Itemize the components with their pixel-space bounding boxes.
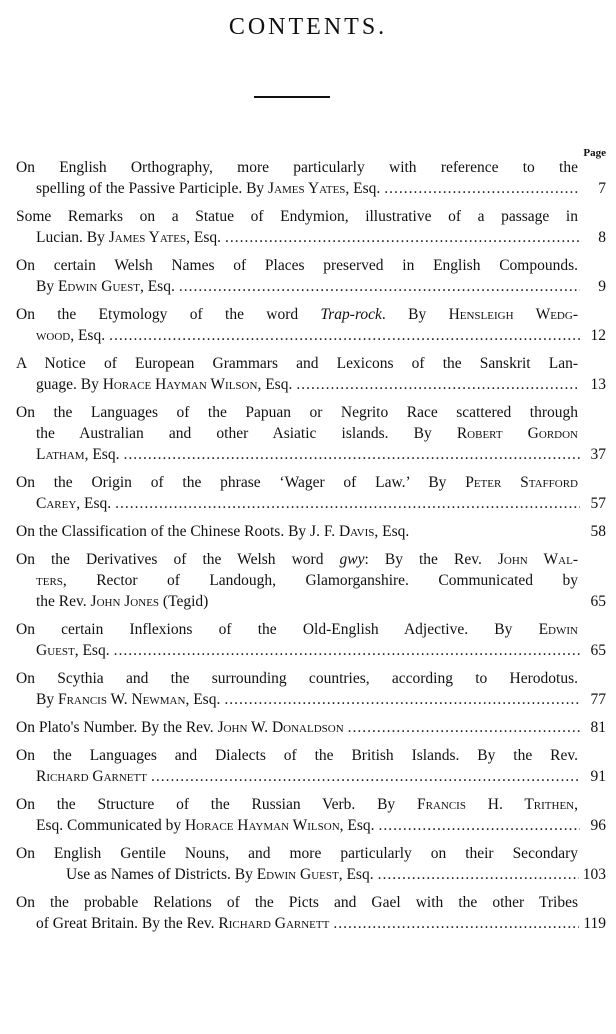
title-rule bbox=[254, 96, 330, 98]
entry-text: On certain Inflexions of the Old-English Adjective. By bbox=[16, 621, 539, 638]
entry-author: Robert Gordon bbox=[456, 425, 578, 442]
entry-text: , Esq. bbox=[84, 446, 120, 463]
entry-author: Guest bbox=[36, 642, 75, 659]
entry-title-line: On English Orthography, more particularly with reference to the bbox=[16, 159, 578, 176]
entry-author: Horace Hayman Wilson bbox=[184, 817, 340, 834]
toc-entry[interactable] bbox=[16, 402, 606, 465]
entry-page-number: 57 bbox=[590, 495, 606, 512]
entry-title-line bbox=[16, 423, 606, 444]
entry-author-line bbox=[16, 444, 606, 465]
entry-page-number: 103 bbox=[582, 866, 606, 883]
entry-author: John Jones bbox=[90, 593, 160, 610]
entry-author: Latham bbox=[36, 446, 85, 463]
entry-title-line: Some Remarks on a Statue of Endymion, illustrative of a passage in bbox=[16, 208, 578, 225]
entry-author: Richard Garnett bbox=[36, 768, 147, 785]
entry-author-line bbox=[16, 521, 606, 542]
leader-dots bbox=[348, 717, 580, 738]
toc-entry[interactable] bbox=[16, 717, 606, 738]
entry-text: the Australian and other Asiatic islands. By bbox=[36, 425, 457, 442]
entry-text: , Esq. bbox=[74, 642, 110, 659]
entry-title-line bbox=[16, 472, 606, 493]
entry-text: . By bbox=[381, 306, 449, 323]
toc-entry[interactable] bbox=[16, 157, 606, 199]
leader-dots bbox=[225, 227, 580, 248]
entry-text: , Esq. bbox=[339, 817, 375, 834]
entry-text: , Esq. bbox=[76, 495, 112, 512]
entry-author-line bbox=[16, 493, 606, 514]
entry-author: Francis H. Trithen bbox=[416, 796, 575, 813]
entry-author: Edwin bbox=[538, 621, 578, 638]
entry-page-number: 9 bbox=[598, 278, 606, 295]
entry-text: spelling of the Passive Participle. By bbox=[36, 180, 269, 197]
entry-text: guage. By bbox=[36, 376, 103, 393]
entry-author: James Yates bbox=[108, 229, 187, 246]
entry-title-line bbox=[16, 549, 606, 570]
entry-text: , Esq. bbox=[186, 229, 221, 246]
entry-title-line: On English Gentile Nouns, and more particularly on their Secondary bbox=[16, 845, 578, 862]
entry-text: , Esq. bbox=[338, 866, 374, 883]
leader-dots bbox=[333, 913, 579, 934]
entry-author: wood bbox=[36, 327, 71, 344]
entry-title-line: On the Languages and Dialects of the British Islands. By the Rev. bbox=[16, 747, 578, 764]
entry-author-line bbox=[16, 689, 606, 710]
entry-author-line bbox=[16, 591, 606, 612]
toc-entry[interactable] bbox=[16, 521, 606, 542]
entry-text: , Esq. bbox=[374, 523, 410, 540]
entry-page-number: 37 bbox=[590, 446, 606, 463]
leader-dots bbox=[296, 374, 580, 395]
toc-entry[interactable] bbox=[16, 794, 606, 836]
entry-text: On the Etymology of the word bbox=[16, 306, 321, 323]
entry-author-line bbox=[16, 766, 606, 787]
entry-italic-term: gwy bbox=[339, 551, 365, 568]
entry-text: Esq. Communicated by bbox=[36, 817, 185, 834]
entry-text: On Plato's Number. By the Rev. bbox=[16, 719, 218, 736]
leader-dots bbox=[384, 178, 580, 199]
entry-author: James Yates bbox=[268, 180, 346, 197]
leader-dots bbox=[114, 640, 580, 661]
entry-page-number: 96 bbox=[590, 817, 606, 834]
entry-title-line: On the Languages of the Papuan or Negrito Race scattered through bbox=[16, 404, 578, 421]
entry-title-line bbox=[16, 794, 606, 815]
entry-title-line: On Scythia and the surrounding countries, according to Herodotus. bbox=[16, 670, 578, 687]
toc-entry[interactable] bbox=[16, 745, 606, 787]
entry-title-line bbox=[16, 619, 606, 640]
leader-dots bbox=[109, 325, 580, 346]
entry-author-line bbox=[16, 864, 606, 885]
entry-author-line bbox=[16, 640, 606, 661]
entry-author-line bbox=[16, 227, 606, 248]
toc-entry[interactable] bbox=[16, 206, 606, 248]
entry-author-line bbox=[16, 178, 606, 199]
entry-page-number: 12 bbox=[590, 327, 606, 344]
entry-text: On the Origin of the phrase ‘Wager of Law.’ By bbox=[16, 474, 466, 491]
entry-author: Hensleigh Wedg- bbox=[448, 306, 578, 323]
entry-text: On the Classification of the Chinese Roots. By bbox=[16, 523, 311, 540]
entry-author-line bbox=[16, 276, 606, 297]
entry-page-number: 58 bbox=[590, 523, 606, 540]
entry-author: Richard Garnett bbox=[218, 915, 330, 932]
leader-dots bbox=[123, 444, 580, 465]
entry-text: By bbox=[36, 691, 58, 708]
entry-author-line bbox=[16, 815, 606, 836]
entry-author: Peter Stafford bbox=[465, 474, 578, 491]
entry-text: , Esq. bbox=[257, 376, 293, 393]
entry-author: J. F. Davis bbox=[310, 523, 375, 540]
entry-author-line bbox=[16, 374, 606, 395]
entry-author: ters bbox=[36, 572, 63, 589]
entry-page-number: 8 bbox=[598, 229, 606, 246]
entry-author-line bbox=[16, 913, 606, 934]
entry-text: the Rev. bbox=[36, 593, 91, 610]
entry-author: John W. Donaldson bbox=[217, 719, 344, 736]
entry-text: , bbox=[574, 796, 579, 813]
entry-page-number: 119 bbox=[583, 915, 606, 932]
entry-author-line bbox=[16, 325, 606, 346]
leader-dots bbox=[379, 815, 580, 836]
entry-author: Edwin Guest bbox=[256, 866, 339, 883]
entry-author: Horace Hayman Wilson bbox=[102, 376, 258, 393]
entry-author-line bbox=[16, 717, 606, 738]
entry-text: On the Derivatives of the Welsh word bbox=[16, 551, 340, 568]
toc-entry[interactable] bbox=[16, 619, 606, 661]
toc-entry[interactable] bbox=[16, 353, 606, 395]
entry-title-line bbox=[16, 304, 606, 325]
entry-text: , Esq. bbox=[70, 327, 106, 344]
entry-page-number: 13 bbox=[590, 376, 606, 393]
entry-text: of Great Britain. By the Rev. bbox=[36, 915, 219, 932]
entry-text: , Esq. bbox=[139, 278, 175, 295]
leader-dots bbox=[378, 864, 579, 885]
leader-dots bbox=[179, 276, 580, 297]
entry-text: : By the Rev. bbox=[364, 551, 498, 568]
toc-entry[interactable] bbox=[16, 843, 606, 885]
entry-text: , Esq. bbox=[185, 691, 221, 708]
entry-author: Carey bbox=[36, 495, 77, 512]
entry-page-number: 81 bbox=[590, 719, 606, 736]
entry-page-number: 7 bbox=[598, 180, 606, 197]
entry-title-line: On the probable Relations of the Picts and Gael with the other Tribes bbox=[16, 894, 578, 911]
toc-entry[interactable] bbox=[16, 549, 606, 612]
toc-entry[interactable] bbox=[16, 304, 606, 346]
entry-page-number: 91 bbox=[590, 768, 606, 785]
toc-entry[interactable] bbox=[16, 472, 606, 514]
leader-dots bbox=[115, 493, 580, 514]
toc-entry[interactable] bbox=[16, 255, 606, 297]
entry-italic-term: Trap-rock bbox=[320, 306, 382, 323]
leader-dots bbox=[151, 766, 580, 787]
entry-text: (Tegid) bbox=[159, 593, 209, 610]
entry-title-line bbox=[16, 570, 606, 591]
entry-title-line: A Notice of European Grammars and Lexicons of the Sanskrit Lan- bbox=[16, 355, 578, 372]
contents-list bbox=[16, 157, 606, 941]
entry-text: By bbox=[36, 278, 58, 295]
entry-page-number: 65 bbox=[590, 642, 606, 659]
entry-text: Lucian. By bbox=[36, 229, 109, 246]
entry-page-number: 65 bbox=[590, 593, 606, 610]
page-column-label: Page bbox=[583, 147, 606, 159]
entry-text: , Rector of Landough, Glamorganshire. Communicated by bbox=[62, 572, 578, 589]
entry-text: On the Structure of the Russian Verb. By bbox=[16, 796, 417, 813]
entry-text: , Esq. bbox=[345, 180, 381, 197]
entry-text: Use as Names of Districts. By bbox=[66, 866, 257, 883]
entry-author: Edwin Guest bbox=[57, 278, 140, 295]
entry-author: John Wal- bbox=[497, 551, 578, 568]
entry-author: Francis W. Newman bbox=[57, 691, 186, 708]
page-title: CONTENTS. bbox=[228, 14, 388, 40]
toc-entry[interactable] bbox=[16, 892, 606, 934]
entry-title-line: On certain Welsh Names of Places preserved in English Compounds. bbox=[16, 257, 578, 274]
leader-dots bbox=[224, 689, 580, 710]
entry-page-number: 77 bbox=[590, 691, 606, 708]
toc-entry[interactable] bbox=[16, 668, 606, 710]
